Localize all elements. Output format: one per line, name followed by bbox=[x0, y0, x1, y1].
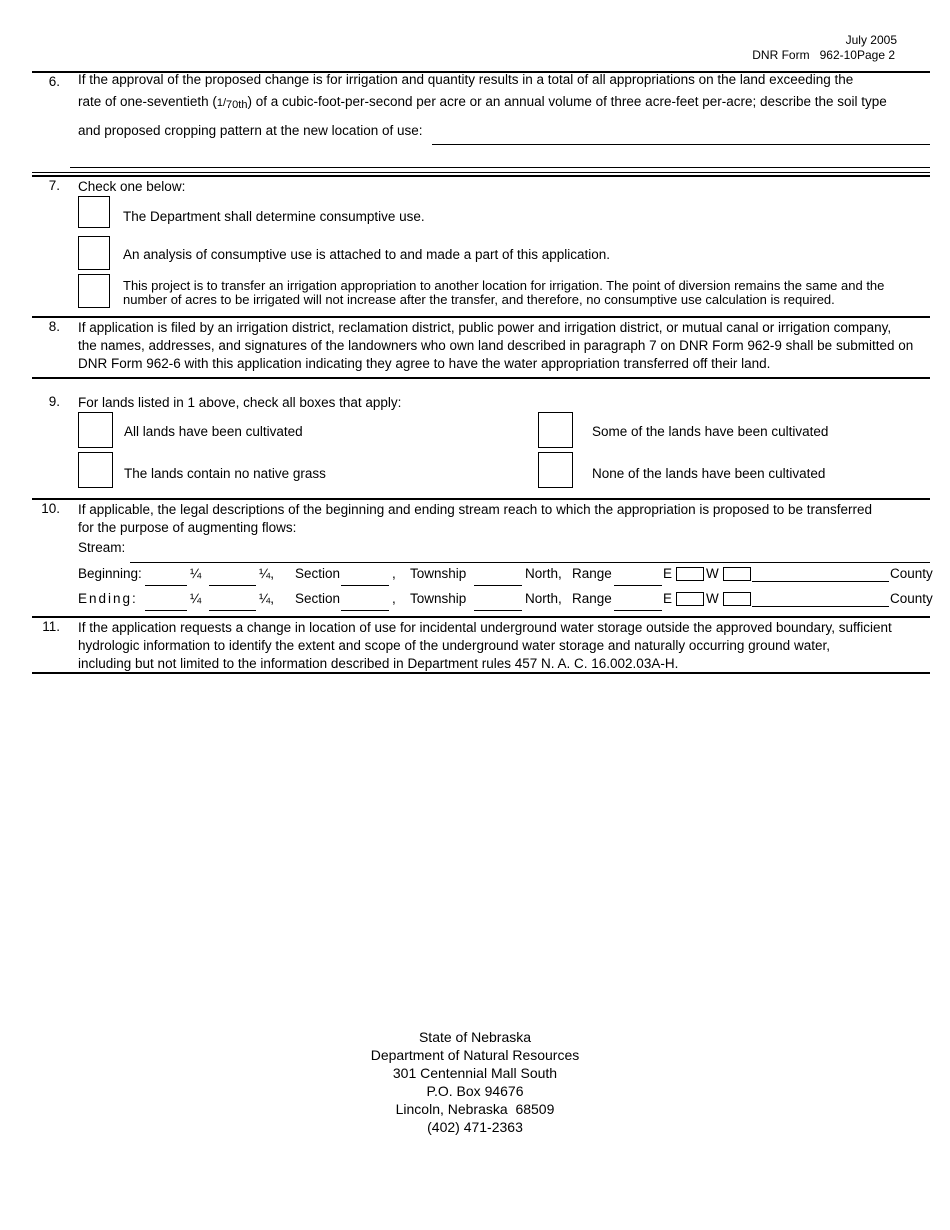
ending-comma: , bbox=[392, 591, 396, 606]
header-form-number: DNR Form 962-10Page 2 bbox=[752, 48, 895, 62]
beginning-range-label: Range bbox=[572, 566, 612, 581]
consumptive-use-analysis-checkbox[interactable] bbox=[78, 236, 110, 270]
footer-state: State of Nebraska bbox=[418, 1029, 532, 1045]
item-7-heading: Check one below: bbox=[78, 179, 186, 194]
divider bbox=[32, 172, 930, 173]
stream-label: Stream: bbox=[78, 540, 126, 555]
some-lands-cultivated-checkbox[interactable] bbox=[538, 412, 573, 448]
ending-quarter-1-field[interactable] bbox=[145, 610, 187, 611]
item-6-line-2: rate of one-seventieth (1/70th) of a cubic-foot-per-second per acre or an annual volume of three acre-feet per-acre; describe the soil type bbox=[78, 94, 887, 111]
no-lands-cultivated-checkbox[interactable] bbox=[538, 452, 573, 488]
fraction: 1/70th bbox=[216, 97, 248, 111]
item-8-line-3: DNR Form 962-6 with this application indicating they agree to have the water appropriation transferred off their land. bbox=[78, 356, 771, 371]
item-10-line-1: If applicable, the legal descriptions of the beginning and ending stream reach to which the appropriation is proposed to be transferred bbox=[78, 502, 873, 517]
no-native-grass-checkbox[interactable] bbox=[78, 452, 113, 488]
item-9-option-no-grass: The lands contain no native grass bbox=[124, 466, 326, 481]
footer-phone: (402) 471-2363 bbox=[427, 1119, 523, 1135]
ending-west-label: W bbox=[706, 591, 719, 606]
item-9-option-none: None of the lands have been cultivated bbox=[592, 466, 826, 481]
ending-quarter-2-symbol: ¼, bbox=[259, 591, 275, 606]
divider bbox=[32, 175, 930, 177]
beginning-west-label: W bbox=[706, 566, 719, 581]
beginning-label: Beginning: bbox=[78, 566, 142, 581]
ending-township-field[interactable] bbox=[474, 610, 522, 611]
item-11-line-2: hydrologic information to identify the extent and scope of the underground water storage and naturally occurring ground water, bbox=[78, 638, 830, 653]
beginning-county-label: County bbox=[890, 566, 933, 581]
ending-township-label: Township bbox=[410, 591, 467, 606]
beginning-comma: , bbox=[392, 566, 396, 581]
ending-north-label: North, bbox=[525, 591, 562, 606]
beginning-east-label: E bbox=[663, 566, 673, 581]
beginning-township-label: Township bbox=[410, 566, 467, 581]
item-9-option-some: Some of the lands have been cultivated bbox=[592, 424, 829, 439]
item-9-option-all: All lands have been cultivated bbox=[124, 424, 303, 439]
ending-east-label: E bbox=[663, 591, 673, 606]
consumptive-use-department-checkbox[interactable] bbox=[78, 196, 110, 228]
item-8-line-2: the names, addresses, and signatures of the landowners who own land described in paragraph 7 on DNR Form 962-9 shall be submitted on bbox=[78, 338, 914, 353]
beginning-section-field[interactable] bbox=[341, 585, 389, 586]
beginning-quarter-2-symbol: ¼, bbox=[259, 566, 275, 581]
divider bbox=[32, 498, 930, 500]
irrigation-transfer-checkbox[interactable] bbox=[78, 274, 110, 308]
ending-east-checkbox[interactable] bbox=[676, 592, 704, 606]
item-9-heading: For lands listed in 1 above, check all boxes that apply: bbox=[78, 395, 402, 410]
beginning-north-label: North, bbox=[525, 566, 562, 581]
beginning-quarter-2-field[interactable] bbox=[209, 585, 256, 586]
item-6-line-3: and proposed cropping pattern at the new location of use: bbox=[78, 123, 423, 138]
item-7-option-2: An analysis of consumptive use is attached to and made a part of this application. bbox=[123, 247, 611, 262]
ending-range-label: Range bbox=[572, 591, 612, 606]
ending-label: Ending: bbox=[78, 591, 138, 606]
stream-field[interactable] bbox=[130, 562, 930, 563]
beginning-quarter-1-symbol: ¼ bbox=[190, 566, 202, 581]
item-7-option-3-line-1: This project is to transfer an irrigation appropriation to another location for irrigation. The point of diversion remains the same and the bbox=[123, 278, 885, 293]
footer-street: 301 Centennial Mall South bbox=[392, 1065, 558, 1081]
ending-quarter-1-symbol: ¼ bbox=[190, 591, 202, 606]
item-10-line-2: for the purpose of augmenting flows: bbox=[78, 520, 297, 535]
item-7-option-1: The Department shall determine consumptive use. bbox=[123, 209, 425, 224]
footer-po-box: P.O. Box 94676 bbox=[426, 1083, 524, 1099]
footer-city: Lincoln, Nebraska 68509 bbox=[395, 1101, 555, 1117]
cropping-pattern-field[interactable] bbox=[432, 144, 930, 145]
item-11-number: 11. bbox=[42, 619, 60, 634]
header-date: July 2005 bbox=[845, 33, 897, 47]
beginning-range-field[interactable] bbox=[614, 585, 662, 586]
item-10-number: 10. bbox=[41, 501, 60, 516]
ending-west-checkbox[interactable] bbox=[723, 592, 751, 606]
item-7-number: 7. bbox=[48, 178, 60, 193]
item-11-line-1: If the application requests a change in location of use for incidental underground water storage outside the approved boundary, sufficient bbox=[78, 620, 892, 635]
item-8-line-1: If application is filed by an irrigation district, reclamation district, public power and irrigation district, or mutual canal or irrigation company, bbox=[78, 320, 892, 335]
beginning-township-field[interactable] bbox=[474, 585, 522, 586]
beginning-west-checkbox[interactable] bbox=[723, 567, 751, 581]
ending-section-label: Section bbox=[295, 591, 341, 606]
ending-county-label: County bbox=[890, 591, 933, 606]
item-6-number: 6. bbox=[48, 74, 60, 89]
beginning-quarter-1-field[interactable] bbox=[145, 585, 187, 586]
ending-quarter-2-field[interactable] bbox=[209, 610, 256, 611]
beginning-county-field[interactable] bbox=[752, 581, 889, 582]
beginning-section-label: Section bbox=[295, 566, 341, 581]
footer-department: Department of Natural Resources bbox=[370, 1047, 580, 1063]
divider bbox=[32, 377, 930, 379]
item-6-line-1: If the approval of the proposed change is for irrigation and quantity results in a total of all appropriations on the land exceeding the bbox=[78, 72, 854, 87]
item-7-option-3-line-2: number of acres to be irrigated will not increase after the transfer, and therefore, no consumptive use calculation is required. bbox=[123, 292, 835, 307]
cropping-pattern-field-line-2[interactable] bbox=[70, 167, 930, 168]
item-8-number: 8. bbox=[48, 319, 60, 334]
divider bbox=[32, 672, 930, 674]
ending-section-field[interactable] bbox=[341, 610, 389, 611]
item-9-number: 9. bbox=[48, 394, 60, 409]
divider bbox=[32, 616, 930, 618]
item-11-line-3: including but not limited to the information described in Department rules 457 N. A. C. 16.002.03A-H. bbox=[78, 656, 679, 671]
ending-county-field[interactable] bbox=[752, 606, 889, 607]
divider bbox=[32, 316, 930, 318]
all-lands-cultivated-checkbox[interactable] bbox=[78, 412, 113, 448]
ending-range-field[interactable] bbox=[614, 610, 662, 611]
beginning-east-checkbox[interactable] bbox=[676, 567, 704, 581]
